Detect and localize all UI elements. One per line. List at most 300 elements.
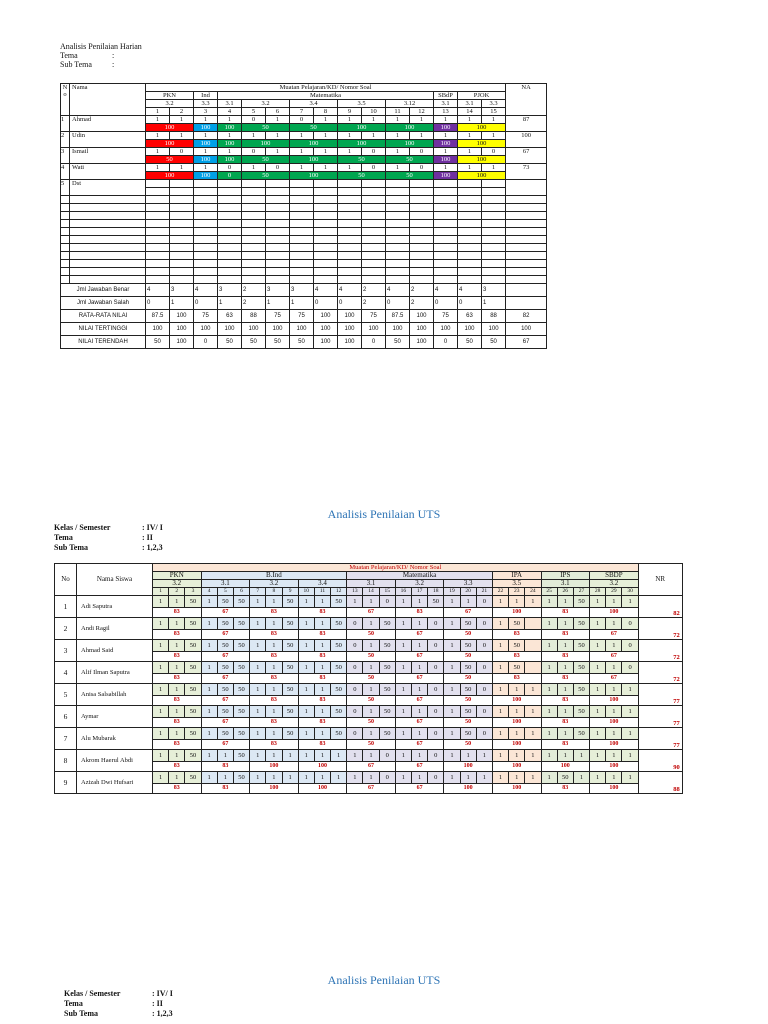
empty-row — [61, 196, 547, 204]
uts-answer-cell: 0 — [476, 618, 492, 630]
empty-cell — [70, 196, 146, 204]
empty-cell — [314, 252, 338, 260]
uts-answer-cell: 50 — [460, 706, 476, 718]
harian-tema-label: Tema — [60, 51, 78, 60]
uts-student-nr: 90 — [638, 750, 682, 772]
uts-kd-score: 67 — [395, 652, 444, 662]
uts-answer-cell: 50 — [233, 640, 249, 652]
empty-cell — [242, 244, 266, 252]
summary-value: 0 — [362, 336, 386, 349]
answer-cell — [218, 180, 242, 188]
uts-answer-cell: 50 — [185, 684, 201, 696]
empty-cell — [194, 204, 218, 212]
summary-label: Jml Jawaban Salah — [61, 297, 146, 310]
uts-answer-cell: 50 — [331, 684, 347, 696]
answer-cell — [290, 180, 314, 188]
student-answer-row — [61, 180, 547, 188]
uts-kd-score: 67 — [590, 630, 639, 640]
empty-row — [61, 268, 547, 276]
uts-answer-cell: 1 — [541, 662, 557, 674]
empty-cell — [218, 252, 242, 260]
uts-soal-number: 12 — [331, 588, 347, 596]
empty-cell — [410, 212, 434, 220]
summary-value: 1 — [218, 297, 242, 310]
empty-cell — [290, 276, 314, 284]
uts-answer-cell: 1 — [314, 750, 330, 762]
uts-student-nr: 82 — [638, 596, 682, 618]
soal-number: 11 — [386, 108, 410, 116]
empty-cell — [434, 276, 458, 284]
col-na-header: NA — [506, 84, 547, 116]
uts-answer-cell: 1 — [250, 728, 266, 740]
uts-answer-cell: 1 — [606, 618, 622, 630]
uts-answer-cell: 1 — [525, 684, 541, 696]
uts-answer-cell: 1 — [557, 662, 573, 674]
uts-kd-score: 100 — [250, 762, 299, 772]
uts-kd-score: 67 — [395, 674, 444, 684]
uts-soal-number: 25 — [541, 588, 557, 596]
score-cell: 100 — [194, 140, 218, 148]
score-cell — [218, 188, 242, 196]
uts-answer-cell: 0 — [428, 772, 444, 784]
summary-value: 0 — [458, 297, 482, 310]
uts-answer-cell: 50 — [282, 728, 298, 740]
uts-answer-cell: 1 — [444, 618, 460, 630]
uts-student-no: 3 — [55, 640, 77, 662]
uts-answer-cell: 1 — [444, 750, 460, 762]
student-no: 3 — [61, 148, 70, 164]
summary-value: 100 — [266, 323, 290, 336]
uts-kd-score: 100 — [492, 784, 541, 794]
uts-kd-header: 3.2 — [590, 580, 639, 588]
uts-answer-cell: 1 — [250, 618, 266, 630]
soal-number: 8 — [314, 108, 338, 116]
score-cell: 100 — [458, 172, 506, 180]
uts-answer-cell: 1 — [201, 596, 217, 608]
empty-cell — [170, 268, 194, 276]
uts-title: Analisis Penilaian UTS — [327, 507, 441, 521]
uts-answer-cell: 1 — [412, 684, 428, 696]
uts-answer-cell: 1 — [541, 618, 557, 630]
summary-value: 75 — [266, 310, 290, 323]
uts-student-nr: 72 — [638, 662, 682, 684]
uts2-tema-value: : II — [152, 999, 163, 1008]
answer-cell — [410, 180, 434, 188]
score-cell: 100 — [338, 124, 386, 132]
uts-answer-cell: 1 — [476, 750, 492, 762]
uts-answer-cell: 50 — [217, 640, 233, 652]
summary-value: 100 — [362, 323, 386, 336]
uts-answer-cell: 1 — [525, 706, 541, 718]
answer-cell: 0 — [218, 164, 242, 172]
summary-value: 50 — [218, 336, 242, 349]
empty-cell — [70, 220, 146, 228]
uts-soal-number: 9 — [282, 588, 298, 596]
answer-cell — [314, 180, 338, 188]
summary-value: 4 — [458, 284, 482, 297]
answer-cell — [482, 180, 506, 188]
answer-cell: 1 — [314, 132, 338, 140]
uts-answer-cell: 1 — [169, 706, 185, 718]
uts-answer-cell: 50 — [217, 684, 233, 696]
uts-kd-score: 83 — [201, 784, 250, 794]
uts-answer-cell: 1 — [314, 706, 330, 718]
summary-value: 50 — [386, 336, 410, 349]
uts-answer-cell: 50 — [233, 750, 249, 762]
empty-cell — [266, 236, 290, 244]
uts-answer-cell: 1 — [606, 640, 622, 652]
uts-soal-number: 29 — [606, 588, 622, 596]
answer-cell: 1 — [482, 132, 506, 140]
uts-answer-cell: 1 — [557, 596, 573, 608]
empty-cell — [386, 204, 410, 212]
uts-answer-cell: 1 — [412, 750, 428, 762]
answer-cell: 1 — [434, 132, 458, 140]
empty-cell — [458, 236, 482, 244]
answer-cell: 1 — [386, 164, 410, 172]
empty-row — [61, 244, 547, 252]
empty-cell — [218, 204, 242, 212]
col-muatan-header: Muatan Pelajaran/KD/ Nomor Soal — [146, 84, 506, 92]
uts-answer-cell: 1 — [347, 596, 363, 608]
empty-cell — [218, 220, 242, 228]
empty-cell — [218, 276, 242, 284]
uts-answer-cell: 1 — [509, 728, 525, 740]
score-cell: 50 — [338, 156, 386, 164]
summary-value: 75 — [290, 310, 314, 323]
empty-cell — [362, 228, 386, 236]
uts-answer-cell: 0 — [476, 728, 492, 740]
uts-answer-cell: 1 — [622, 684, 638, 696]
uts-kd-score: 50 — [347, 630, 396, 640]
uts-answer-cell: 50 — [460, 662, 476, 674]
empty-cell — [482, 220, 506, 228]
uts-kd-score: 100 — [541, 762, 590, 772]
uts-kd-score: 67 — [201, 718, 250, 728]
empty-cell — [146, 204, 170, 212]
summary-value: 2 — [242, 284, 266, 297]
empty-cell — [170, 196, 194, 204]
empty-cell — [458, 204, 482, 212]
soal-number: 1 — [146, 108, 170, 116]
uts-soal-number: 2 — [169, 588, 185, 596]
uts-answer-cell: 1 — [412, 596, 428, 608]
uts-answer-cell: 50 — [379, 684, 395, 696]
empty-cell — [266, 252, 290, 260]
empty-cell — [266, 276, 290, 284]
uts-tema-row — [54, 533, 254, 543]
empty-cell — [386, 236, 410, 244]
student-na — [506, 180, 547, 196]
empty-row — [61, 228, 547, 236]
uts-kd-score: 100 — [590, 784, 639, 794]
uts-kelas-value: : IV/ I — [142, 523, 163, 532]
empty-cell — [314, 212, 338, 220]
uts-kd-header: 3.1 — [541, 580, 590, 588]
uts-subtema-label: Sub Tema — [54, 543, 89, 552]
uts-answer-cell: 50 — [331, 640, 347, 652]
uts-answer-cell: 50 — [233, 596, 249, 608]
subject-header: SBdP — [434, 92, 458, 100]
score-cell: 100 — [218, 156, 242, 164]
uts-answer-cell: 1 — [509, 596, 525, 608]
uts-answer-cell: 1 — [314, 596, 330, 608]
uts-kd-score: 100 — [492, 608, 541, 618]
empty-cell — [218, 244, 242, 252]
score-cell: 50 — [386, 156, 434, 164]
empty-row — [61, 276, 547, 284]
answer-cell: 1 — [290, 132, 314, 140]
empty-cell — [170, 252, 194, 260]
score-cell: 100 — [338, 140, 386, 148]
uts-answer-cell: 1 — [460, 750, 476, 762]
answer-cell: 1 — [218, 148, 242, 156]
uts-kd-score: 67 — [395, 740, 444, 750]
student-na: 100 — [506, 132, 547, 148]
uts-kd-score: 67 — [395, 762, 444, 772]
uts-kd-header: 3.2 — [153, 580, 202, 588]
empty-row — [61, 260, 547, 268]
uts-answer-cell: 1 — [590, 640, 606, 652]
uts2-kelas-value: : IV/ I — [152, 989, 173, 998]
uts-student-name: Akrom Haerul Abdi — [77, 750, 153, 772]
kd-header: 3.1 — [434, 100, 458, 108]
uts-kd-score: 83 — [298, 652, 347, 662]
empty-row — [61, 220, 547, 228]
uts-answer-cell: 50 — [233, 728, 249, 740]
empty-cell — [314, 244, 338, 252]
uts-kd-score: 67 — [395, 696, 444, 706]
uts-answer-cell: 50 — [428, 596, 444, 608]
uts-student-nr: 72 — [638, 618, 682, 640]
answer-cell: 1 — [194, 116, 218, 124]
soal-number: 2 — [170, 108, 194, 116]
empty-cell — [70, 268, 146, 276]
answer-cell: 1 — [170, 116, 194, 124]
summary-value: 100 — [314, 336, 338, 349]
uts-answer-cell: 1 — [444, 640, 460, 652]
uts-kd-score: 100 — [492, 696, 541, 706]
empty-cell — [170, 228, 194, 236]
empty-cell — [61, 268, 70, 276]
uts-kd-score: 83 — [541, 608, 590, 618]
answer-cell: 1 — [338, 116, 362, 124]
subject-header: PKN — [146, 92, 194, 100]
empty-cell — [506, 212, 547, 220]
answer-cell: 1 — [146, 132, 170, 140]
summary-value: 0 — [194, 297, 218, 310]
summary-value: 100 — [410, 336, 434, 349]
summary-value: 4 — [194, 284, 218, 297]
harian-header-row-1 — [61, 84, 547, 92]
uts-answer-cell: 1 — [395, 662, 411, 674]
score-cell: 100 — [290, 172, 338, 180]
kd-header: 3.2 — [146, 100, 194, 108]
uts-soal-number: 5 — [217, 588, 233, 596]
uts-answer-cell: 1 — [298, 728, 314, 740]
score-cell: 50 — [386, 172, 434, 180]
empty-cell — [434, 260, 458, 268]
uts-answer-cell: 1 — [590, 706, 606, 718]
score-cell — [482, 188, 506, 196]
uts-student-name: Aymar — [77, 706, 153, 728]
uts-answer-cell: 0 — [476, 640, 492, 652]
uts-kd-score: 67 — [395, 718, 444, 728]
empty-cell — [61, 212, 70, 220]
uts-answer-cell: 50 — [185, 618, 201, 630]
uts-answer-cell: 1 — [525, 728, 541, 740]
uts-kd-score: 83 — [298, 630, 347, 640]
empty-cell — [410, 244, 434, 252]
summary-label: NILAI TERTINGGI — [61, 323, 146, 336]
uts-answer-cell: 50 — [573, 684, 589, 696]
empty-cell — [170, 276, 194, 284]
empty-cell — [434, 204, 458, 212]
uts-answer-cell: 50 — [331, 662, 347, 674]
empty-cell — [386, 268, 410, 276]
empty-cell — [506, 268, 547, 276]
empty-cell — [362, 212, 386, 220]
uts-kd-header: 3.5 — [492, 580, 541, 588]
score-cell: 100 — [458, 156, 506, 164]
empty-cell — [458, 276, 482, 284]
score-cell: 100 — [218, 140, 242, 148]
uts-answer-cell: 1 — [250, 662, 266, 674]
soal-number: 15 — [482, 108, 506, 116]
summary-value: 87.5 — [146, 310, 170, 323]
uts-answer-cell: 1 — [201, 750, 217, 762]
uts-answer-cell: 0 — [428, 662, 444, 674]
empty-row — [61, 252, 547, 260]
empty-cell — [410, 196, 434, 204]
empty-cell — [482, 228, 506, 236]
uts-soal-number: 26 — [557, 588, 573, 596]
empty-cell — [242, 236, 266, 244]
summary-value: 100 — [146, 323, 170, 336]
uts2-subtema-label: Sub Tema — [64, 1009, 99, 1018]
uts-answer-cell: 0 — [347, 706, 363, 718]
uts-student-answer-row — [55, 662, 683, 674]
uts-student-no: 4 — [55, 662, 77, 684]
uts-answer-cell: 0 — [347, 618, 363, 630]
empty-cell — [386, 196, 410, 204]
score-cell: 100 — [194, 172, 218, 180]
uts-kd-score: 67 — [347, 784, 396, 794]
empty-cell — [458, 244, 482, 252]
uts-answer-cell: 1 — [541, 728, 557, 740]
uts-answer-cell: 1 — [363, 596, 379, 608]
uts-answer-cell: 1 — [606, 750, 622, 762]
uts-answer-cell: 1 — [250, 640, 266, 652]
uts-kd-score: 50 — [444, 652, 493, 662]
empty-cell — [146, 196, 170, 204]
summary-value: 63 — [218, 310, 242, 323]
uts-answer-cell: 50 — [573, 618, 589, 630]
uts-answer-cell: 1 — [509, 750, 525, 762]
uts-answer-cell: 0 — [428, 618, 444, 630]
score-cell — [146, 188, 170, 196]
score-cell: 50 — [242, 172, 290, 180]
uts-answer-cell: 1 — [492, 728, 508, 740]
uts-kd-score: 83 — [153, 718, 202, 728]
uts-soal-number: 3 — [185, 588, 201, 596]
empty-cell — [242, 228, 266, 236]
answer-cell: 1 — [290, 148, 314, 156]
empty-cell — [386, 244, 410, 252]
answer-cell — [338, 180, 362, 188]
uts-answer-cell: 1 — [444, 728, 460, 740]
uts2-tema-label: Tema — [64, 999, 83, 1008]
empty-cell — [146, 260, 170, 268]
empty-cell — [242, 268, 266, 276]
uts-soal-number: 28 — [590, 588, 606, 596]
empty-cell — [362, 244, 386, 252]
empty-row — [61, 236, 547, 244]
uts-answer-cell: 0 — [428, 728, 444, 740]
uts-answer-cell: 50 — [185, 706, 201, 718]
uts-answer-cell: 0 — [428, 706, 444, 718]
answer-cell: 0 — [410, 164, 434, 172]
empty-row — [61, 204, 547, 212]
uts-answer-cell: 1 — [590, 662, 606, 674]
uts-kd-score: 67 — [347, 608, 396, 618]
summary-value: 0 — [314, 297, 338, 310]
score-cell: 100 — [434, 124, 458, 132]
empty-cell — [434, 212, 458, 220]
uts2-kelas-label: Kelas / Semester — [64, 989, 121, 998]
summary-value: 4 — [146, 284, 170, 297]
summary-row — [61, 284, 547, 297]
empty-cell — [194, 252, 218, 260]
empty-cell — [266, 220, 290, 228]
answer-cell: 1 — [458, 164, 482, 172]
soal-number: 5 — [242, 108, 266, 116]
empty-cell — [218, 260, 242, 268]
uts-answer-cell: 1 — [492, 618, 508, 630]
empty-cell — [434, 220, 458, 228]
answer-cell: 1 — [146, 148, 170, 156]
empty-cell — [506, 252, 547, 260]
answer-cell — [434, 180, 458, 188]
uts-kd-score: 50 — [347, 652, 396, 662]
uts-answer-cell: 50 — [460, 728, 476, 740]
uts-answer-cell: 50 — [573, 706, 589, 718]
uts-answer-cell: 1 — [460, 596, 476, 608]
empty-cell — [146, 244, 170, 252]
answer-cell: 1 — [242, 132, 266, 140]
soal-number: 4 — [218, 108, 242, 116]
summary-value: 100 — [314, 323, 338, 336]
uts-kd-header: 3.4 — [298, 580, 347, 588]
empty-cell — [242, 252, 266, 260]
summary-na: 100 — [506, 323, 547, 336]
uts-answer-cell: 1 — [314, 618, 330, 630]
uts-answer-cell: 1 — [298, 706, 314, 718]
uts-answer-cell: 1 — [557, 728, 573, 740]
empty-cell — [290, 204, 314, 212]
empty-cell — [290, 196, 314, 204]
summary-value: 0 — [386, 297, 410, 310]
uts-kd-score: 50 — [347, 674, 396, 684]
subject-header: Matematika — [218, 92, 434, 100]
summary-value: 1 — [266, 297, 290, 310]
uts-soal-number: 4 — [201, 588, 217, 596]
score-cell — [362, 188, 386, 196]
empty-cell — [482, 268, 506, 276]
uts-answer-cell: 1 — [541, 772, 557, 784]
uts-kd-score: 50 — [444, 740, 493, 750]
uts-student-no: 1 — [55, 596, 77, 618]
